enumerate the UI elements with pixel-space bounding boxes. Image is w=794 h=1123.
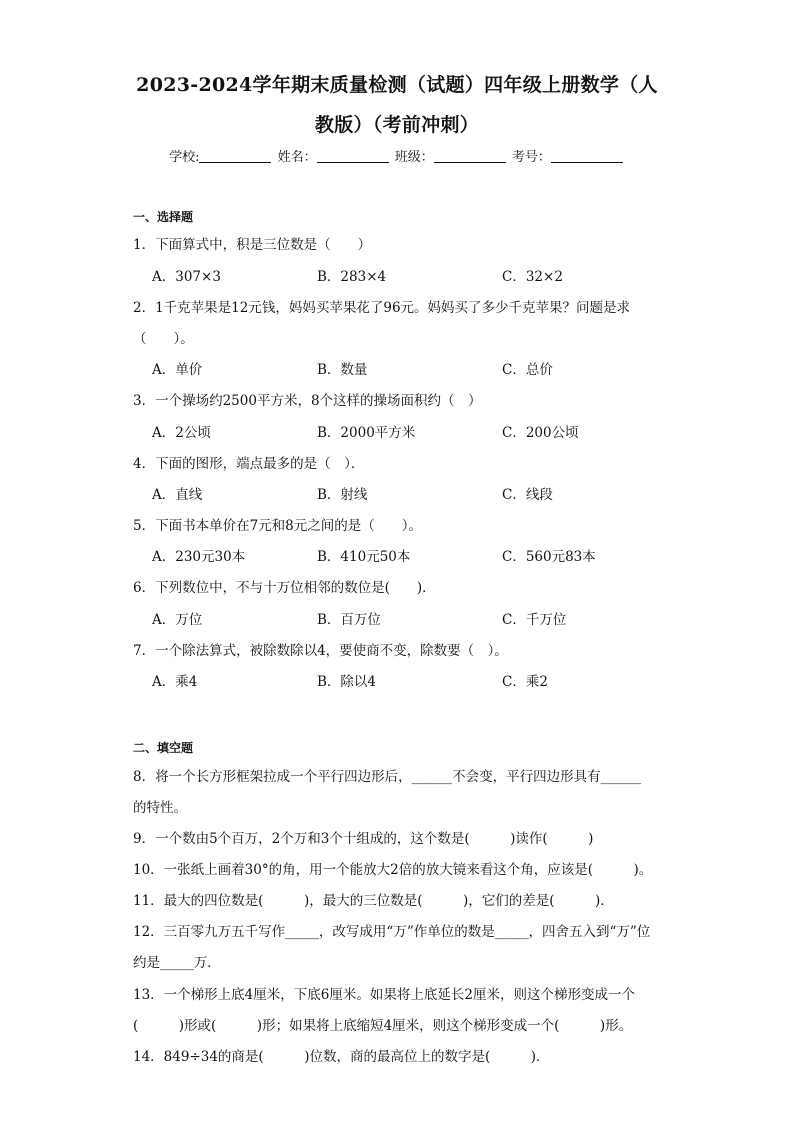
question-2: 2．1千克苹果是12元钱，妈妈买苹果花了96元。妈妈买了多少千克苹果？问题是求: [133, 300, 631, 316]
option-c: C．200公顷: [502, 425, 579, 441]
question-4: 4．下面的图形，端点最多的是（ ）．: [133, 456, 365, 472]
class-blank[interactable]: [434, 150, 506, 163]
exam-number-label: 考号：: [511, 150, 551, 165]
option-c: C．千万位: [502, 612, 567, 628]
question-5-options: [152, 545, 712, 565]
option-c: C．线段: [502, 487, 553, 503]
option-a: A．单价: [152, 362, 203, 378]
question-4-options: [152, 483, 712, 503]
school-label: 学校:: [169, 150, 200, 165]
page-title-line2: 教版）（考前冲刺）: [314, 114, 480, 136]
question-8-cont: 的特性。: [133, 800, 187, 816]
question-13-cont: ( )形或( )形；如果将上底缩短4厘米，则这个梯形变成一个( )形。: [133, 1018, 633, 1034]
school-blank[interactable]: [199, 150, 271, 163]
option-a: A．307×3: [152, 269, 221, 285]
question-13: 13．一个梯形上底4厘米，下底6厘米。如果将上底延长2厘米，则这个梯形变成一个: [133, 987, 635, 1003]
option-b: B．410元50本: [317, 549, 411, 565]
question-2-options: [152, 358, 712, 378]
section-title-fill: 二、填空题: [133, 741, 194, 755]
option-c: C．560元83本: [502, 549, 596, 565]
question-1-options: [152, 265, 712, 285]
option-c: C．乘2: [502, 674, 548, 690]
question-2-cont: （ ）。: [133, 331, 194, 347]
question-14: 14．849÷34的商是( )位数，商的最高位上的数字是( )．: [133, 1049, 550, 1065]
question-7: 7．一个除法算式，被除数除以4，要使商不变，除数要（ ）。: [133, 643, 508, 659]
question-9: 9．一个数由5个百万，2个万和3个十组成的，这个数是( )读作( ): [133, 831, 594, 847]
option-b: B．2000平方米: [317, 425, 416, 441]
section-title-choice: 一、选择题: [133, 210, 194, 224]
name-blank[interactable]: [317, 150, 389, 163]
option-a: A．乘4: [152, 674, 198, 690]
question-12: 12．三百零九万五千写作_____，改写成用“万”作单位的数是_____，四舍五入到“万”位: [133, 924, 651, 940]
question-11: 11．最大的四位数是( )，最大的三位数是( )，它们的差是( )．: [133, 893, 614, 909]
question-7-options: [152, 670, 712, 690]
question-10: 10．一张纸上画着30°的角，用一个能放大2倍的放大镜来看这个角，应该是( )。: [133, 862, 653, 878]
question-5: 5．下面书本单价在7元和8元之间的是（ ）。: [133, 518, 423, 534]
question-3-options: [152, 421, 712, 441]
exam-number-blank[interactable]: [551, 150, 623, 163]
option-b: B．除以4: [317, 674, 377, 690]
option-b: B．射线: [317, 487, 368, 503]
question-12-cont: 约是_____万．: [133, 955, 221, 971]
page-title-line1: 2023-2024学年期末质量检测（试题）四年级上册数学（人: [136, 74, 658, 96]
name-label: 姓名：: [277, 150, 317, 165]
question-6: 6．下列数位中，不与十万位相邻的数位是( )．: [133, 580, 436, 596]
question-8: 8．将一个长方形框架拉成一个平行四边形后，______不会变，平行四边形具有______: [133, 769, 642, 785]
option-c: C．32×2: [502, 269, 563, 285]
option-b: B．数量: [317, 362, 368, 378]
option-b: B．283×4: [317, 269, 387, 285]
class-label: 班级：: [394, 150, 434, 165]
option-b: B．百万位: [317, 612, 381, 628]
option-c: C．总价: [502, 362, 553, 378]
question-3: 3．一个操场约2500平方米，8个这样的操场面积约（ ）: [133, 393, 482, 409]
question-1: 1．下面算式中，积是三位数是（ ）: [133, 237, 372, 253]
option-a: A．万位: [152, 612, 203, 628]
option-a: A．直线: [152, 487, 203, 503]
student-info-row: [0, 146, 794, 165]
option-a: A．230元30本: [152, 549, 246, 565]
question-6-options: [152, 608, 712, 628]
option-a: A．2公顷: [152, 425, 211, 441]
